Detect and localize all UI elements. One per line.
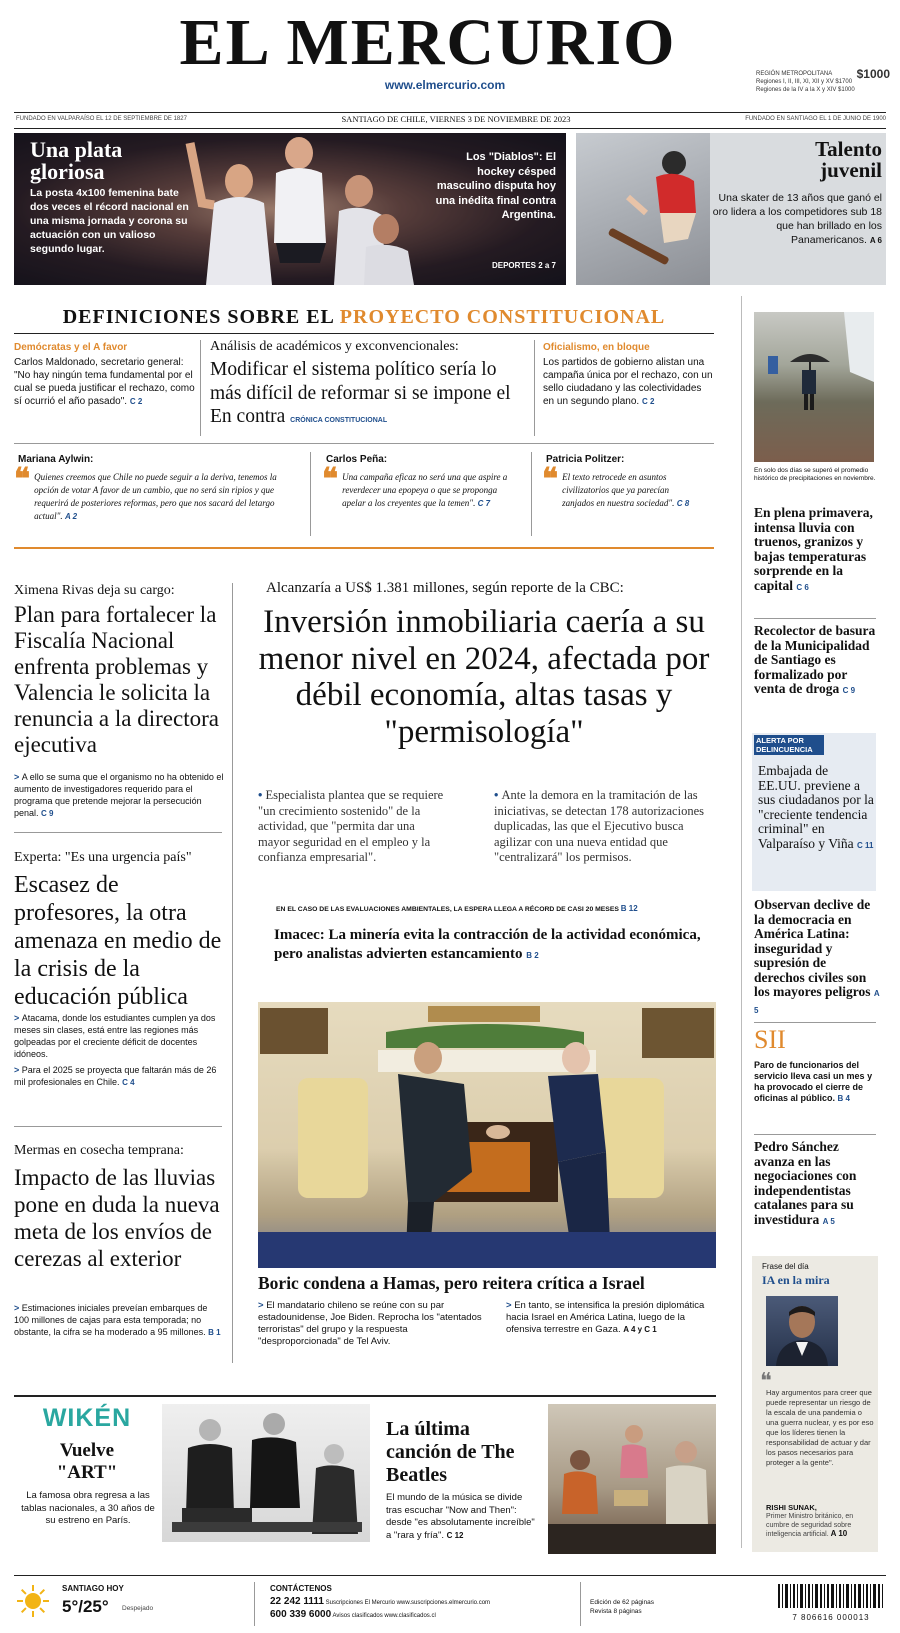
frase-quote-mark: ❝ <box>760 1368 772 1393</box>
boric-biden-figures <box>258 1002 716 1268</box>
left-text <box>14 356 200 408</box>
weather-temps: 5°/25° <box>62 1597 109 1616</box>
quote-2-body: Una campaña eficaz no será una que aspire a reverdecer una epopeya o que se proponga apelar a los creyentes que la temen". <box>342 472 508 508</box>
quote-1 <box>14 454 314 523</box>
beatles-figures <box>548 1404 716 1554</box>
barcode-number: 7 806616 000013 <box>792 1613 870 1622</box>
right-kicker: Oficialismo, en bloque <box>543 342 650 353</box>
sunak-figure <box>766 1296 838 1366</box>
quote-2-ref[interactable]: C 7 <box>477 499 491 508</box>
quote-3-body: El texto retrocede en asuntos civilizatorios que ya parecían zanjados en nuestra sociedad". <box>562 472 675 508</box>
skater-figure <box>576 133 710 285</box>
phone-1[interactable]: 22 242 1111 <box>270 1596 324 1607</box>
lead-kicker: Alcanzaría a US$ 1.381 millones, según reporte de la CBC: <box>266 580 624 596</box>
dateline-left: FUNDADO EN VALPARAÍSO EL 12 DE SEPTIEMBRE DE 1827 <box>16 116 187 122</box>
right-story-1[interactable] <box>754 506 880 595</box>
promo-left-title[interactable] <box>30 139 122 183</box>
quote-3-mark: ❝ <box>542 463 559 496</box>
sii-logo: SII <box>754 1025 786 1054</box>
right-story-3-ref[interactable]: A 5 <box>754 989 880 1015</box>
dateline-center: SANTIAGO DE CHILE, VIERNES 3 DE NOVIEMBRE DE 2023 <box>341 114 571 124</box>
center-head-text: Modificar el sistema político sería lo más difícil de reformar si se impone el En contra <box>210 359 511 427</box>
left-story-1-kicker: Ximena Rivas deja su cargo: <box>14 583 175 598</box>
quote-2-name: Carlos Peña: <box>326 454 388 465</box>
left-story-2-bullet-2: Para el 2025 se proyecta que faltarán más de 26 mil profesionales en Chile. <box>14 1065 217 1087</box>
center-kicker: Análisis de académicos y exconvencionales: <box>210 339 459 354</box>
frase-author: RISHI SUNAK, <box>766 1503 817 1512</box>
left-story-2-head[interactable]: Escasez de profesores, la otra amenaza en medio de la crisis de la educación pública <box>14 872 222 1010</box>
quote-divider-2 <box>531 452 532 536</box>
left-story-1-bullet <box>14 771 224 820</box>
left-story-2-bullet-1: Atacama, donde los estudiantes cumplen ya dos meses sin clases, está entre las regiones más golpeadas por el creciente déficit de docentes idóneos. <box>14 1013 216 1059</box>
weather-label: SANTIAGO HOY <box>62 1584 124 1593</box>
skater-photo[interactable] <box>576 133 710 285</box>
const-mid-rule <box>14 443 714 444</box>
constitutional-top-rule <box>14 333 714 334</box>
footer-divider-2 <box>580 1582 581 1626</box>
masthead-url[interactable]: www.elmercurio.com <box>384 78 506 92</box>
sii-text-body: Paro de funcionarios del servicio lleva casi un mes y ha provocado el cierre de oficinas al público. <box>754 1060 873 1103</box>
beatles-photo[interactable] <box>548 1404 716 1554</box>
price-label: REGIÓN METROPOLITANA <box>756 71 833 77</box>
constitutional-bottom-rule <box>14 547 714 549</box>
right-column-divider <box>741 296 742 1548</box>
sii-text[interactable] <box>754 1060 880 1104</box>
left-story-2-ref[interactable]: C 4 <box>122 1078 135 1087</box>
masthead-rule <box>14 112 886 113</box>
frase-label: Frase del día <box>762 1262 809 1271</box>
center-head[interactable] <box>210 358 530 433</box>
barcode-icon <box>776 1584 886 1608</box>
pages-info <box>590 1598 654 1616</box>
left-text-body: Carlos Maldonado, secretario general: "No hay ningún tema fundamental por el cual se pueda justificar el rechazo, como sí ocurrió el año pasado". <box>14 357 195 407</box>
right-story-1-ref[interactable]: C 6 <box>796 582 809 592</box>
constitutional-header <box>14 306 714 329</box>
left-story-3-ref[interactable]: B 1 <box>208 1328 221 1337</box>
wiken-title-1: Vuelve <box>59 1440 115 1461</box>
sii-ref[interactable]: B 4 <box>837 1094 850 1103</box>
pages-line-1: Edición de 62 páginas <box>590 1599 654 1606</box>
left-story-1-ref[interactable]: C 9 <box>41 809 54 818</box>
art-cast-figures <box>162 1404 370 1542</box>
beatles-text <box>386 1492 538 1542</box>
lead-note-text: EN EL CASO DE LAS EVALUACIONES AMBIENTALES, LA ESPERA LLEGA A RÉCORD DE CASI 20 MESES <box>276 906 619 913</box>
left-story-3-kicker: Mermas en cosecha temprana: <box>14 1143 184 1158</box>
contact-label: CONTÁCTENOS <box>270 1584 332 1593</box>
frase-text: Hay argumentos para creer que puede representar un riesgo de la escala de una pandemia o una guerra nuclear, y es por eso que los líderes tienen la responsabilidad de actuar y dar los pasos necesarios para proteger a la gente". <box>766 1388 874 1467</box>
art-cast-photo[interactable] <box>162 1404 370 1542</box>
masthead-title[interactable]: EL MERCURIO <box>179 6 677 79</box>
const-divider-1 <box>200 340 201 436</box>
right-story-4-text: Pedro Sánchez avanza en las negociaciones con independentistas catalanes para su investidura <box>754 1139 857 1227</box>
quote-2 <box>322 454 532 510</box>
price-value: $1000 <box>856 67 890 81</box>
photo-story-left-text: El mandatario chileno se reúne con su par estadounidense, Joe Biden. Reprocha los "atentados terroristas" del grupo y la respuesta "desproporcionada" de Tel Aviv. <box>258 1300 482 1347</box>
phone-1-desc: Suscripciones El Mercurio www.suscripciones.elmercurio.com <box>325 1600 491 1606</box>
lead-note <box>276 904 716 913</box>
quote-1-mark: ❝ <box>14 463 31 496</box>
left-story-3-bullet-text: Estimaciones iniciales preveían embarques de 100 millones de cajas para esta temporada; no obstante, la cifra se ha moderado a 95 millones. <box>14 1303 208 1337</box>
photo-story-left <box>258 1300 484 1348</box>
rain-caption: En solo dos días se superó el promedio histórico de precipitaciones en noviembre. <box>754 467 876 482</box>
quote-3 <box>542 454 714 510</box>
right-rule-2 <box>754 1022 876 1023</box>
left-rule-2 <box>14 1126 222 1127</box>
left-text-ref[interactable]: C 2 <box>129 397 143 406</box>
rain-figure <box>754 312 874 462</box>
imacec-story[interactable] <box>274 926 714 965</box>
right-story-2-ref[interactable]: C 9 <box>842 686 856 695</box>
promo-right-title[interactable] <box>712 139 882 181</box>
frase-title: IA en la mira <box>762 1273 830 1287</box>
right-story-4[interactable] <box>754 1140 880 1229</box>
left-story-2-kicker: Experta: "Es una urgencia país" <box>14 850 192 865</box>
quote-1-body: Quienes creemos que Chile no puede seguir a la deriva, tenemos la opción de votar A favor de un cambio, que no será sin ripios y que requerirá de posteriores reformas, pero que nos sacará del letargo actual". <box>34 472 277 521</box>
left-story-1-bullet-text: A ello se suma que el organismo no ha obtenido el aumento de investigadores requerido para el programa que pretende mejorar la persecución penal. <box>14 772 224 818</box>
left-rule-1 <box>14 832 222 833</box>
dateline-right: FUNDADO EN SANTIAGO EL 1 DE JUNIO DE 1900 <box>745 116 886 122</box>
contact-line-2 <box>270 1609 436 1620</box>
imacec-ref[interactable]: B 2 <box>526 951 539 960</box>
photo-story-left-arrow: > <box>258 1300 267 1311</box>
quote-3-text <box>562 471 690 510</box>
alert-label: ALERTA POR DELINCUENCIA <box>754 735 824 755</box>
promo-right-ref[interactable]: A 6 <box>869 236 882 245</box>
lead-bullet-right-text: Ante la demora en la tramitación de las iniciativas, se detectan 178 autorizaciones duplicadas, las que el Ejecutivo busca agilizar con una nueva entidad que "centralizará" los permisos. <box>494 788 704 864</box>
quote-1-name: Mariana Aylwin: <box>18 454 94 465</box>
left-story-2-bullets <box>14 1012 224 1089</box>
right-rule-1 <box>754 618 876 619</box>
right-story-2[interactable] <box>754 624 880 699</box>
photo-story-right-text: En tanto, se intensifica la presión diplomática hacia Israel en América Latina, luego de la ofensiva terrestre en Gaza. <box>506 1300 705 1335</box>
promo-left-title-2: gloriosa <box>30 159 105 184</box>
photo-story-ref[interactable]: A 4 y C 1 <box>623 1325 657 1334</box>
wiken-title-2: "ART" <box>56 1462 118 1483</box>
phone-2[interactable]: 600 339 6000 <box>270 1609 332 1620</box>
frase-role-text: Primer Ministro británico, en cumbre de seguridad sobre inteligencia artificial. <box>766 1513 854 1538</box>
right-story-1-text: En plena primavera, intensa lluvia con truenos, granizos y bajas temperaturas sorprende en la capital <box>754 505 873 593</box>
lead-headline[interactable]: Inversión inmobiliaria caería a su menor nivel en 2024, afectada por débil economía, altas tasas y "permisología" <box>258 604 710 750</box>
promo-right-text <box>712 191 882 248</box>
left-story-2-arrow-2: > <box>14 1065 22 1075</box>
footer-rule <box>14 1575 886 1576</box>
promo-right-body: Una skater de 13 años que ganó el oro lidera a los competidores sub 18 que han brillado en los Panamericanos. <box>712 192 882 246</box>
lead-bullet-left-dot: • <box>258 788 266 802</box>
quote-divider-1 <box>310 452 311 536</box>
quote-1-ref[interactable]: A 2 <box>64 512 78 521</box>
barcode <box>776 1584 886 1622</box>
dateline-rule <box>14 128 886 129</box>
quote-3-ref[interactable]: C 8 <box>676 499 690 508</box>
bottom-section-rule <box>14 1395 716 1397</box>
right-story-2-text: Recolector de basura de la Municipalidad de Santiago es formalizado por venta de droga <box>754 623 876 696</box>
wiken-logo[interactable]: WIKÉN <box>42 1404 132 1432</box>
phone-2-desc: Avisos clasificados www.clasificados.cl <box>332 1613 436 1619</box>
imacec-text: Imacec: La minería evita la contracción de la actividad económica, pero analistas advierten estancamiento <box>274 927 701 962</box>
promo-mid-ref[interactable]: DEPORTES 2 a 7 <box>491 261 556 270</box>
price-line-1: Regiones I, II, III, XI, XII y XV $1700 <box>756 79 853 85</box>
right-story-3-text: Observan declive de la democracia en América Latina: inseguridad y supresión de derechos civiles son los mayores peligros <box>754 897 871 999</box>
left-kicker: Demócratas y el A favor <box>14 342 128 353</box>
center-head-ref[interactable]: CRÓNICA CONSTITUCIONAL <box>290 417 388 424</box>
price-box <box>756 67 890 94</box>
alert-ref[interactable]: C 11 <box>857 840 874 850</box>
left-story-2-arrow-1: > <box>14 1013 22 1023</box>
right-rule-3 <box>754 1134 876 1135</box>
left-story-3-bullet <box>14 1302 224 1339</box>
quote-2-text <box>342 471 514 510</box>
constitutional-header-b: PROYECTO CONSTITUCIONAL <box>339 306 666 328</box>
left-story-1-arrow: > <box>14 772 22 782</box>
promo-right-title-2: juvenil <box>820 158 882 182</box>
frase-ref[interactable]: A 10 <box>830 1529 848 1538</box>
left-story-3-arrow: > <box>14 1303 22 1313</box>
right-text <box>543 356 713 408</box>
sunak-photo[interactable] <box>766 1296 838 1366</box>
contact-line-1 <box>270 1596 490 1607</box>
lead-bullet-right <box>494 788 716 866</box>
const-divider-2 <box>534 340 535 436</box>
quote-3-name: Patricia Politzer: <box>546 454 625 465</box>
footer-divider-1 <box>254 1582 255 1626</box>
left-vertical-rule <box>232 583 233 1363</box>
promo-mid-text: Los "Diablos": El hockey césped masculino disputa hoy una inédita final contra Argentina. <box>435 151 556 221</box>
right-story-3[interactable] <box>754 898 880 1018</box>
right-story-4-ref[interactable]: A 5 <box>822 1216 835 1226</box>
wiken-title[interactable] <box>14 1440 160 1484</box>
beatles-head[interactable]: La última canción de The Beatles <box>386 1418 515 1486</box>
lead-note-ref[interactable]: B 12 <box>620 904 638 913</box>
quote-2-mark: ❝ <box>322 463 339 496</box>
right-text-body: Los partidos de gobierno alistan una campaña única por el rechazo, con un sello ciudadano y las colectividades en un segundo plano. <box>543 357 713 407</box>
weather-desc: Despejado <box>122 1605 154 1612</box>
rain-photo[interactable] <box>754 312 874 462</box>
boric-biden-photo[interactable] <box>258 1002 716 1268</box>
price-line-2: Regiones de la IV a la X y XIV $1000 <box>756 87 855 93</box>
lead-bullet-left <box>258 788 448 866</box>
frase-role <box>766 1513 874 1540</box>
lead-bullet-left-text: Especialista plantea que se requiere "un crecimiento sostenido" de la actividad, que "permita dar una mayor seguridad en el empleo y la confianza empresarial". <box>258 788 444 864</box>
pages-line-2: Revista 8 páginas <box>590 1608 642 1615</box>
promo-right-title-1: Talento <box>815 137 882 161</box>
left-story-1-head[interactable]: Plan para fortalecer la Fiscalía Nacional enfrenta problemas y Valencia le solicita la renuncia a la directora ejecutiva <box>14 602 219 757</box>
sun-icon <box>16 1584 50 1618</box>
right-text-ref[interactable]: C 2 <box>641 397 655 406</box>
beatles-ref[interactable]: C 12 <box>446 1530 464 1540</box>
beatles-text-body: El mundo de la música se divide tras escuchar "Now and Then": desde "es absolutamente increíble" a "rara y fría". <box>386 1492 535 1541</box>
promo-left-text: La posta 4x100 femenina bate dos veces el récord nacional en una misma jornada y corona su actuación con un valioso segundo lugar. <box>30 187 189 255</box>
quote-1-text <box>34 471 290 523</box>
photo-story-right <box>506 1300 716 1336</box>
photo-story-right-arrow: > <box>506 1300 515 1311</box>
alert-text-body: Embajada de EE.UU. previene a sus ciudadanos por la "creciente tendencia criminal" en Valparaíso y Viña <box>758 763 874 851</box>
promo-left-title-1: Una plata <box>30 137 123 162</box>
photo-story-head[interactable]: Boric condena a Hamas, pero reitera crítica a Israel <box>258 1273 645 1293</box>
constitutional-header-a: DEFINICIONES SOBRE EL <box>62 306 340 328</box>
alert-text[interactable] <box>758 764 874 853</box>
wiken-text: La famosa obra regresa a las tablas nacionales, a 30 años de su estreno en París. <box>21 1490 155 1526</box>
lead-bullet-right-dot: • <box>494 788 502 802</box>
left-story-3-head[interactable]: Impacto de las lluvias pone en duda la nueva meta de los envíos de cerezas al exterior <box>14 1165 220 1271</box>
